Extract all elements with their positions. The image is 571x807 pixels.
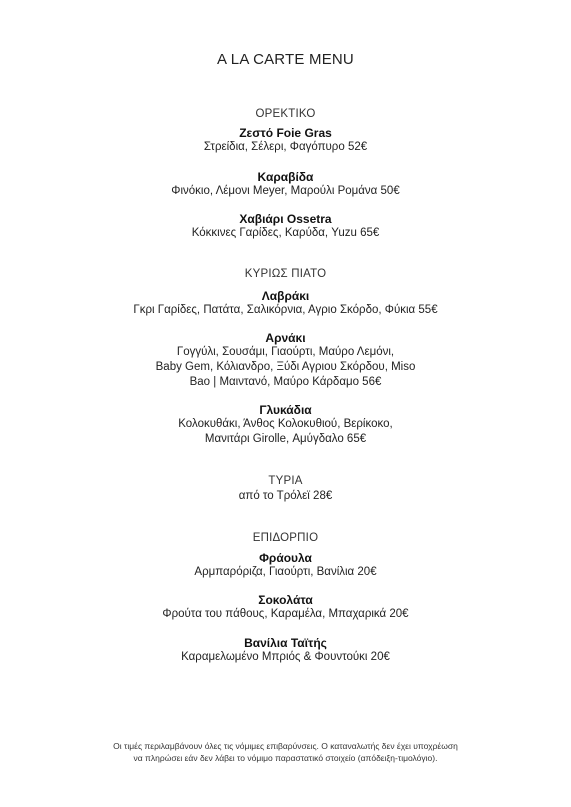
dish-desc-glykadia: Κολοκυθάκι, Άνθος Κολοκυθιού, Βερίκοκο, Μανιτάρι Girolle, Αμύγδαλο 65€ [178,418,393,445]
section-heading-desserts: ΕΠΙΔΟΡΠΙΟ [252,532,319,544]
dish-name-sokolata: Σοκολάτα [258,593,313,607]
dish-desc-vanilla: Καραμελωμένο Μπριός & Φουντούκι 20€ [181,651,390,663]
dish-desc-fraoula: Αρμπαρόριζα, Γιαούρτι, Βανίλια 20€ [194,566,377,578]
dish-name-fraoula: Φράουλα [259,551,312,565]
dish-desc-karavida: Φινόκιο, Λέμονι Meyer, Μαρούλι Ρομάνα 50€ [171,185,400,197]
dish-name-karavida: Καραβίδα [257,170,314,184]
dish-desc-caviar: Κόκκινες Γαρίδες, Καρύδα, Yuzu 65€ [191,227,380,239]
dish-desc-sokolata: Φρούτα του πάθους, Καραμέλα, Μπαχαρικά 20€ [162,608,409,620]
dish-name-foie-gras: Ζεστό Foie Gras [239,126,332,140]
cheese-desc: από το Τρόλεϊ 28€ [238,490,333,502]
section-heading-mains: ΚΥΡΙΩΣ ΠΙΑΤΟ [244,268,327,280]
dish-desc-lavraki: Γκρι Γαρίδες, Πατάτα, Σαλικόρνια, Αγριο Σκόρδο, Φύκια 55€ [133,304,438,316]
dish-desc-arnaki: Γογγύλι, Σουσάμι, Γιαούρτι, Μαύρο Λεμόνι, Baby Gem, Κόλιανδρο, Ξύδι Αγριου Σκόρδου, Miso Bao | Μαιντανό, Μαύρο Κάρδαμο 56€ [155,346,416,388]
menu-title: A LA CARTE MENU [217,51,354,68]
dish-name-arnaki: Αρνάκι [265,331,306,345]
section-heading-starters: ΟΡΕΚΤΙΚΟ [255,108,316,120]
dish-name-lavraki: Λαβράκι [261,289,310,303]
dish-name-vanilla: Βανίλια Ταϊτής [244,636,327,650]
dish-desc-foie-gras: Στρείδια, Σέλερι, Φαγόπυρο 52€ [203,141,368,153]
section-heading-cheese: ΤΥΡΙΑ [268,475,303,487]
dish-name-caviar: Χαβιάρι Ossetra [239,212,332,226]
legal-footer: Οι τιμές περιλαμβάνουν όλες τις νόμιμες επιβαρύνσεις. Ο καταναλωτής δεν έχει υποχρέωση να πληρώσει εάν δεν λάβει το νόμιμο παραστατικό στοιχείο (απόδειξη-τιμολόγιο). [113,741,458,763]
dish-name-glykadia: Γλυκάδια [259,403,312,417]
